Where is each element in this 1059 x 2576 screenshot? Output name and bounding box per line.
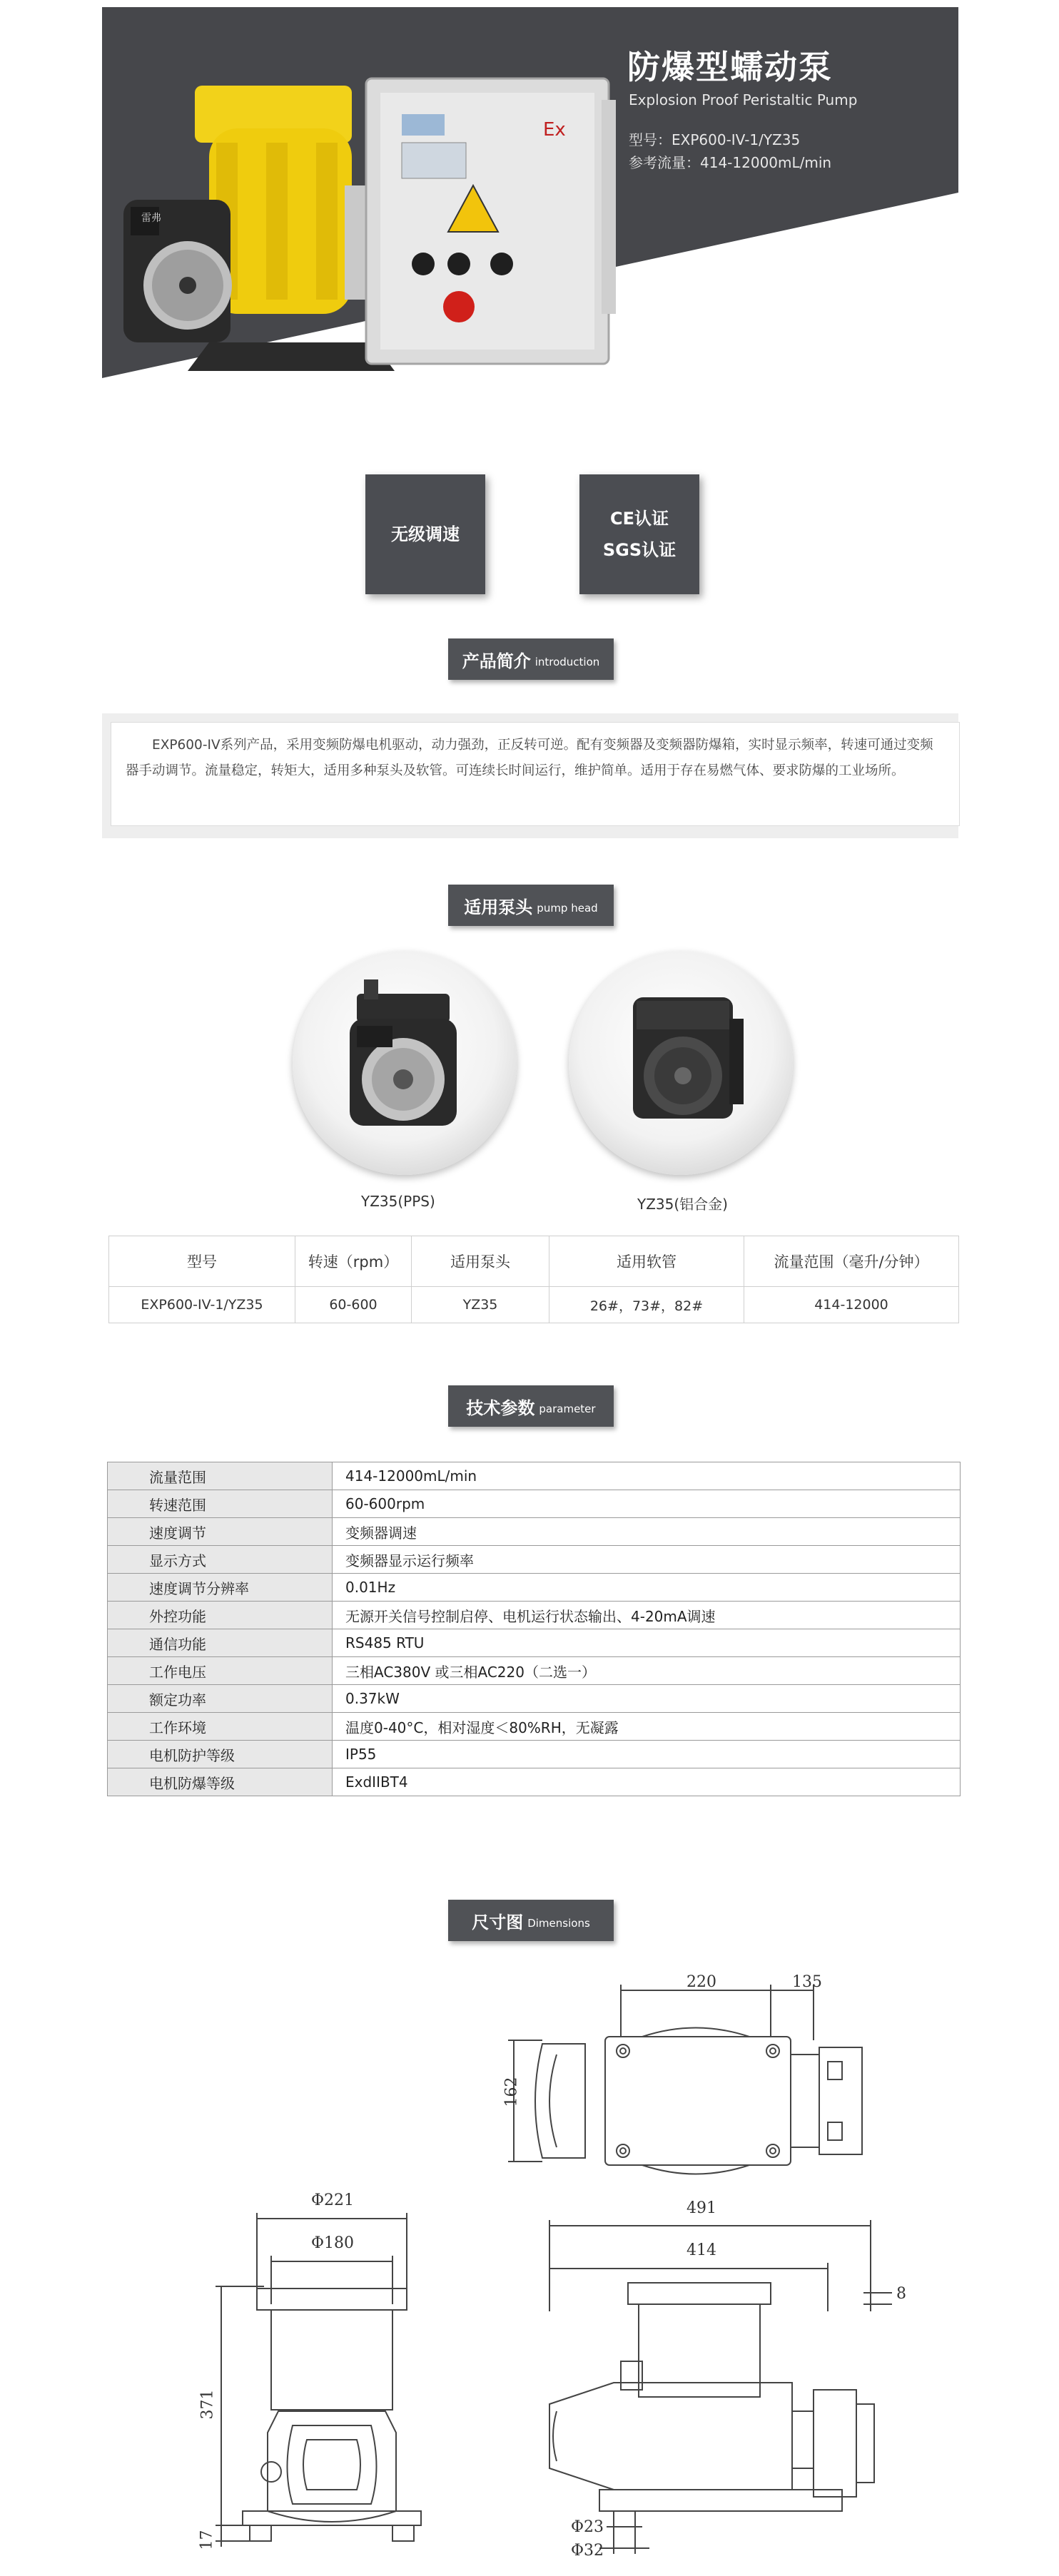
param-key: 显示方式 [108, 1546, 333, 1574]
param-value: 三相AC380V 或三相AC220（二选一） [333, 1657, 961, 1685]
section-title: 适用泵头 [464, 897, 533, 917]
param-value: 变频器调速 [333, 1518, 961, 1546]
dim-label: Φ23 [571, 2518, 604, 2536]
hero-title: 防爆型蠕动泵 [627, 48, 833, 86]
param-value: RS485 RTU [333, 1629, 961, 1657]
param-key: 速度调节分辨率 [108, 1574, 333, 1602]
param-key: 流量范围 [108, 1462, 333, 1490]
feature-label: SGS认证 [602, 540, 677, 560]
table-row [108, 1462, 961, 1490]
section-title: 产品简介 [462, 651, 531, 671]
dim-label: Φ32 [571, 2542, 604, 2560]
param-value: 60-600rpm [333, 1490, 961, 1518]
section-header-pump-head [448, 885, 614, 926]
column-header: 适用泵头 [412, 1236, 549, 1287]
hero-subtitle: Explosion Proof Peristaltic Pump [629, 91, 858, 108]
param-value: 0.01Hz [333, 1574, 961, 1602]
dim-label: Φ221 [311, 2191, 355, 2209]
table-row [108, 1574, 961, 1602]
feature-badge-speed [365, 474, 485, 594]
table-row [109, 1287, 959, 1323]
dim-label: 8 [896, 2285, 906, 2303]
column-header: 适用软管 [549, 1236, 744, 1287]
table-cell: EXP600-IV-1/YZ35 [109, 1287, 295, 1323]
hero-banner [102, 7, 958, 378]
param-value: ExdIIBT4 [333, 1768, 961, 1796]
column-header: 流量范围（毫升/分钟） [744, 1236, 959, 1287]
hero-flow: 参考流量：414-12000mL/min [629, 154, 832, 171]
param-value: 无源开关信号控制启停、电机运行状态输出、4-20mA调速 [333, 1602, 961, 1629]
section-title: 尺寸图 [472, 1912, 524, 1933]
intro-box [102, 713, 958, 838]
dim-label: 135 [792, 1973, 822, 1991]
param-key: 额定功率 [108, 1685, 333, 1713]
pump-head-caption: YZ35(PPS) [361, 1193, 435, 1210]
param-key: 通信功能 [108, 1629, 333, 1657]
param-value: IP55 [333, 1741, 961, 1768]
hero-model: 型号：EXP600-IV-1/YZ35 [629, 131, 801, 148]
pump-brand-logo: 雷弗 [141, 213, 161, 224]
section-subtitle: parameter [539, 1402, 596, 1415]
pump-head-table [108, 1236, 959, 1323]
table-row [108, 1685, 961, 1713]
table-row [108, 1768, 961, 1796]
section-header-intro [448, 638, 614, 680]
table-cell: 26#，73#，82# [549, 1287, 744, 1323]
dim-label: 162 [502, 2077, 521, 2107]
column-header: 转速（rpm） [295, 1236, 412, 1287]
section-subtitle: introduction [534, 656, 600, 668]
dim-label: 371 [198, 2389, 217, 2420]
table-row [108, 1490, 961, 1518]
table-row [108, 1629, 961, 1657]
param-value: 温度0-40°C，相对湿度＜80%RH，无凝露 [333, 1713, 961, 1741]
table-row [108, 1518, 961, 1546]
front-view-drawing [528, 2197, 928, 2568]
table-cell: 60-600 [295, 1287, 412, 1323]
table-row [108, 1713, 961, 1741]
table-row [108, 1602, 961, 1629]
section-subtitle: Dimensions [527, 1917, 590, 1930]
feature-badge-cert [579, 474, 699, 594]
product-photo [102, 7, 616, 378]
section-title: 技术参数 [466, 1398, 535, 1418]
dim-label: 220 [686, 1973, 716, 1991]
top-view-drawing [500, 1969, 899, 2183]
param-key: 电机防护等级 [108, 1741, 333, 1768]
parameter-table [107, 1462, 961, 1796]
table-row [108, 1546, 961, 1574]
param-key: 外控功能 [108, 1602, 333, 1629]
table-row [108, 1657, 961, 1685]
param-value: 0.37kW [333, 1685, 961, 1713]
pump-head-pps-icon [293, 951, 517, 1175]
pump-head-alu-image [569, 951, 793, 1175]
pump-head-alu-icon [569, 951, 793, 1175]
param-key: 电机防爆等级 [108, 1768, 333, 1796]
feature-label: 无级调速 [391, 524, 460, 544]
section-header-parameter [448, 1385, 614, 1427]
section-header-dimensions [448, 1900, 614, 1941]
section-subtitle: pump head [537, 902, 598, 915]
pump-head-pps-image [293, 951, 517, 1175]
dim-label: 491 [686, 2199, 716, 2217]
table-row [108, 1741, 961, 1768]
param-value: 414-12000mL/min [333, 1462, 961, 1490]
param-key: 速度调节 [108, 1518, 333, 1546]
param-key: 工作电压 [108, 1657, 333, 1685]
ex-mark: Ex [543, 119, 566, 141]
table-header-row [109, 1236, 959, 1287]
intro-text: EXP600-IV系列产品，采用变频防爆电机驱动，动力强劲，正反转可逆。配有变频器及变频器防爆箱，实时显示频率，转速可通过变频器手动调节。流量稳定，转矩大，适用多种泵头及软管。可连续长时间运行，维护简单。适用于存在易燃气体、要求防爆的工业场所。 [111, 722, 960, 826]
dim-label: 17 [198, 2530, 216, 2550]
column-header: 型号 [109, 1236, 295, 1287]
table-cell: 414-12000 [744, 1287, 959, 1323]
param-key: 工作环境 [108, 1713, 333, 1741]
feature-label: CE认证 [609, 509, 669, 529]
dim-label: Φ180 [311, 2234, 355, 2252]
dim-label: 414 [686, 2241, 716, 2259]
pump-head-caption: YZ35(铝合金) [637, 1196, 728, 1213]
param-value: 变频器显示运行频率 [333, 1546, 961, 1574]
table-cell: YZ35 [412, 1287, 549, 1323]
param-key: 转速范围 [108, 1490, 333, 1518]
